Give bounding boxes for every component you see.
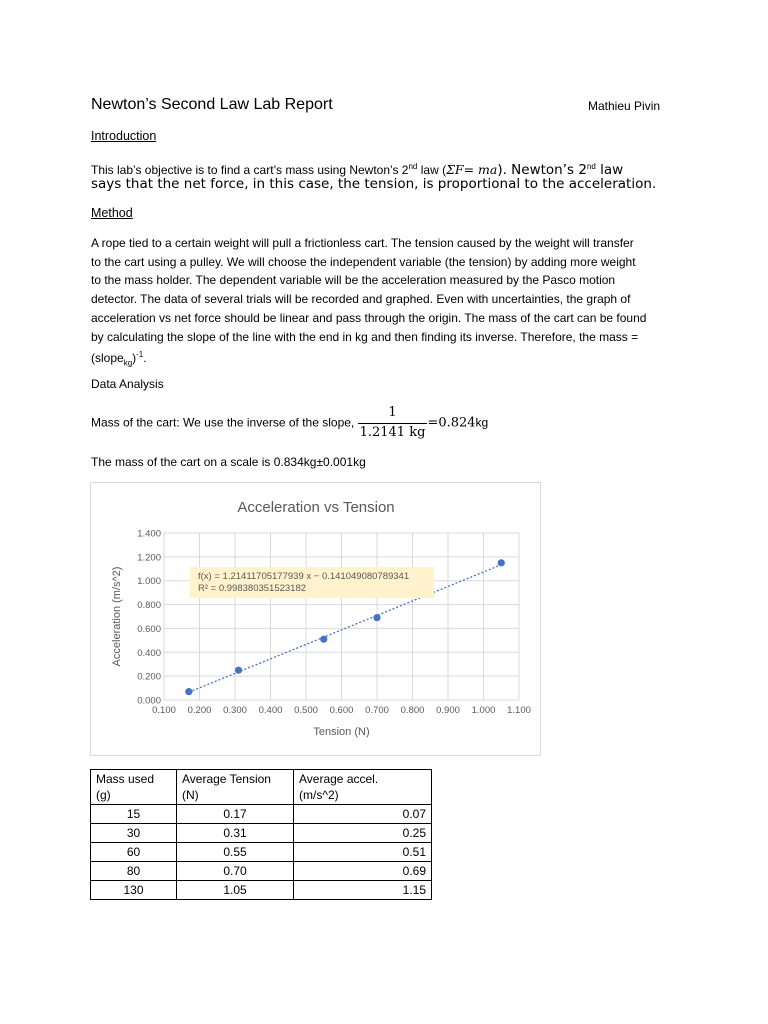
method-last-line	[91, 346, 691, 373]
x-tick-label: 1.100	[507, 705, 531, 716]
acceleration-tension-chart	[91, 483, 540, 755]
header-mass-line1: Mass used	[96, 772, 155, 786]
intro-text-c: ). Newton’s 2	[497, 162, 587, 178]
mass-calculation	[91, 404, 488, 442]
method-line: by calculating the slope of the line with the end in kg and then finding its inverse. Therefore, the mass =	[91, 329, 639, 344]
header-mass	[91, 770, 177, 805]
cell-accel: 0.69	[294, 862, 432, 881]
y-tick-label: 1.200	[137, 552, 161, 564]
data-point	[235, 667, 242, 674]
method-heading: Method	[91, 206, 133, 220]
method-line: to the cart using a pulley. We will choose the independent variable (the tension) by adding more weight	[91, 254, 636, 269]
fraction-numerator: 1	[388, 405, 397, 420]
method-line: A rope tied to a certain weight will pull a frictionless cart. The tension caused by the weight will transfer	[91, 236, 634, 250]
header-tension-line2: (N)	[182, 788, 199, 802]
header-tension	[177, 770, 294, 805]
cell-tension: 0.70	[177, 862, 294, 881]
cell-accel: 1.15	[294, 881, 432, 900]
newton-formula: ΣF= ma	[446, 162, 498, 177]
x-tick-label: 0.200	[187, 705, 212, 716]
cell-mass: 30	[91, 824, 177, 843]
chart-container	[90, 482, 541, 756]
intro-text-a: This lab’s objective is to find a cart’s mass using Newton’s 2	[91, 163, 409, 177]
cell-accel: 0.25	[294, 824, 432, 843]
y-axis-label: Acceleration (m/s^2)	[111, 566, 123, 667]
slope-text: (slope	[91, 351, 124, 366]
inverse-slope-fraction	[358, 404, 428, 442]
x-tick-label: 0.100	[152, 705, 176, 716]
cell-tension: 0.17	[177, 805, 294, 824]
author-name: Mathieu Pivin	[588, 99, 661, 113]
x-tick-label: 0.800	[400, 705, 425, 716]
cell-accel: 0.07	[294, 805, 432, 824]
table-header-row	[91, 770, 432, 805]
intro-text-d: law	[595, 162, 624, 178]
x-tick-label: 0.400	[258, 705, 283, 716]
introduction-line-2: says that the net force, in this case, the tension, is proportional to the acceleration.	[91, 176, 657, 192]
method-line: to the mass holder. The dependent variable will be the acceleration measured by the Pasco motion	[91, 273, 616, 288]
y-tick-label: 0.800	[137, 600, 161, 612]
header-accel	[294, 770, 432, 805]
data-analysis-heading: Data Analysis	[91, 377, 164, 391]
slope-close: )	[132, 351, 137, 366]
intro-text-b: law (	[417, 163, 447, 177]
table-row	[91, 862, 432, 881]
x-tick-label: 0.500	[294, 705, 318, 716]
slope-period: .	[143, 351, 147, 366]
header-mass-line2: (g)	[96, 788, 111, 802]
data-point	[373, 614, 380, 621]
y-tick-label: 0.400	[137, 647, 161, 659]
scale-mass-text: The mass of the cart on a scale is 0.834kg±0.001kg	[91, 455, 366, 469]
introduction-heading: Introduction	[91, 129, 157, 143]
slope-sub: kg	[123, 358, 133, 368]
data-point	[185, 688, 192, 695]
chart-title: Acceleration vs Tension	[237, 499, 395, 516]
intro-sup-c: nd	[586, 162, 596, 171]
cell-tension: 0.55	[177, 843, 294, 862]
y-tick-label: 0.000	[137, 695, 161, 707]
cell-tension: 1.05	[177, 881, 294, 900]
y-tick-label: 0.200	[137, 671, 161, 683]
y-tick-label: 1.400	[137, 528, 161, 540]
header-accel-line1: Average accel.	[299, 772, 379, 786]
slope-sup: -1	[136, 350, 144, 360]
x-tick-label: 1.000	[471, 705, 496, 716]
trendline-equation: f(x) = 1.21411705177939 x − 0.141049080789341	[198, 571, 410, 582]
header-tension-line1: Average Tension	[182, 772, 271, 786]
report-title: Newton’s Second Law Lab Report	[91, 96, 333, 113]
fraction-denominator: 1.2141 kg	[358, 423, 428, 443]
cell-mass: 130	[91, 881, 177, 900]
header-accel-line2: (m/s^2)	[299, 788, 339, 802]
r-squared-value: R² = 0.998380351523182	[198, 583, 307, 594]
table-row	[91, 805, 432, 824]
data-point	[498, 559, 505, 566]
cell-mass: 80	[91, 862, 177, 881]
x-axis-label: Tension (N)	[313, 726, 370, 738]
y-tick-label: 1.000	[137, 576, 161, 588]
intro-sup-a: nd	[408, 162, 418, 171]
method-paragraph	[91, 234, 691, 373]
mass-result: =0.824	[427, 415, 476, 431]
mass-result-unit: kg	[475, 415, 489, 430]
data-table	[90, 769, 432, 900]
x-tick-label: 0.900	[436, 705, 460, 716]
method-line: detector. The data of several trials will be recorded and graphed. Even with uncertainties, the graph of	[91, 292, 631, 307]
data-point	[320, 636, 327, 643]
x-tick-label: 0.300	[223, 705, 247, 716]
x-tick-label: 0.600	[329, 705, 354, 716]
table-row	[91, 824, 432, 843]
table-row	[91, 843, 432, 862]
x-tick-label: 0.700	[365, 705, 389, 716]
cell-tension: 0.31	[177, 824, 294, 843]
y-tick-label: 0.600	[137, 623, 161, 635]
mass-text: Mass of the cart: We use the inverse of the slope,	[91, 415, 355, 430]
cell-mass: 15	[91, 805, 177, 824]
table-row	[91, 881, 432, 900]
cell-accel: 0.51	[294, 843, 432, 862]
method-line: acceleration vs net force should be linear and pass through the origin. The mass of the cart can be found	[91, 310, 647, 325]
cell-mass: 60	[91, 843, 177, 862]
